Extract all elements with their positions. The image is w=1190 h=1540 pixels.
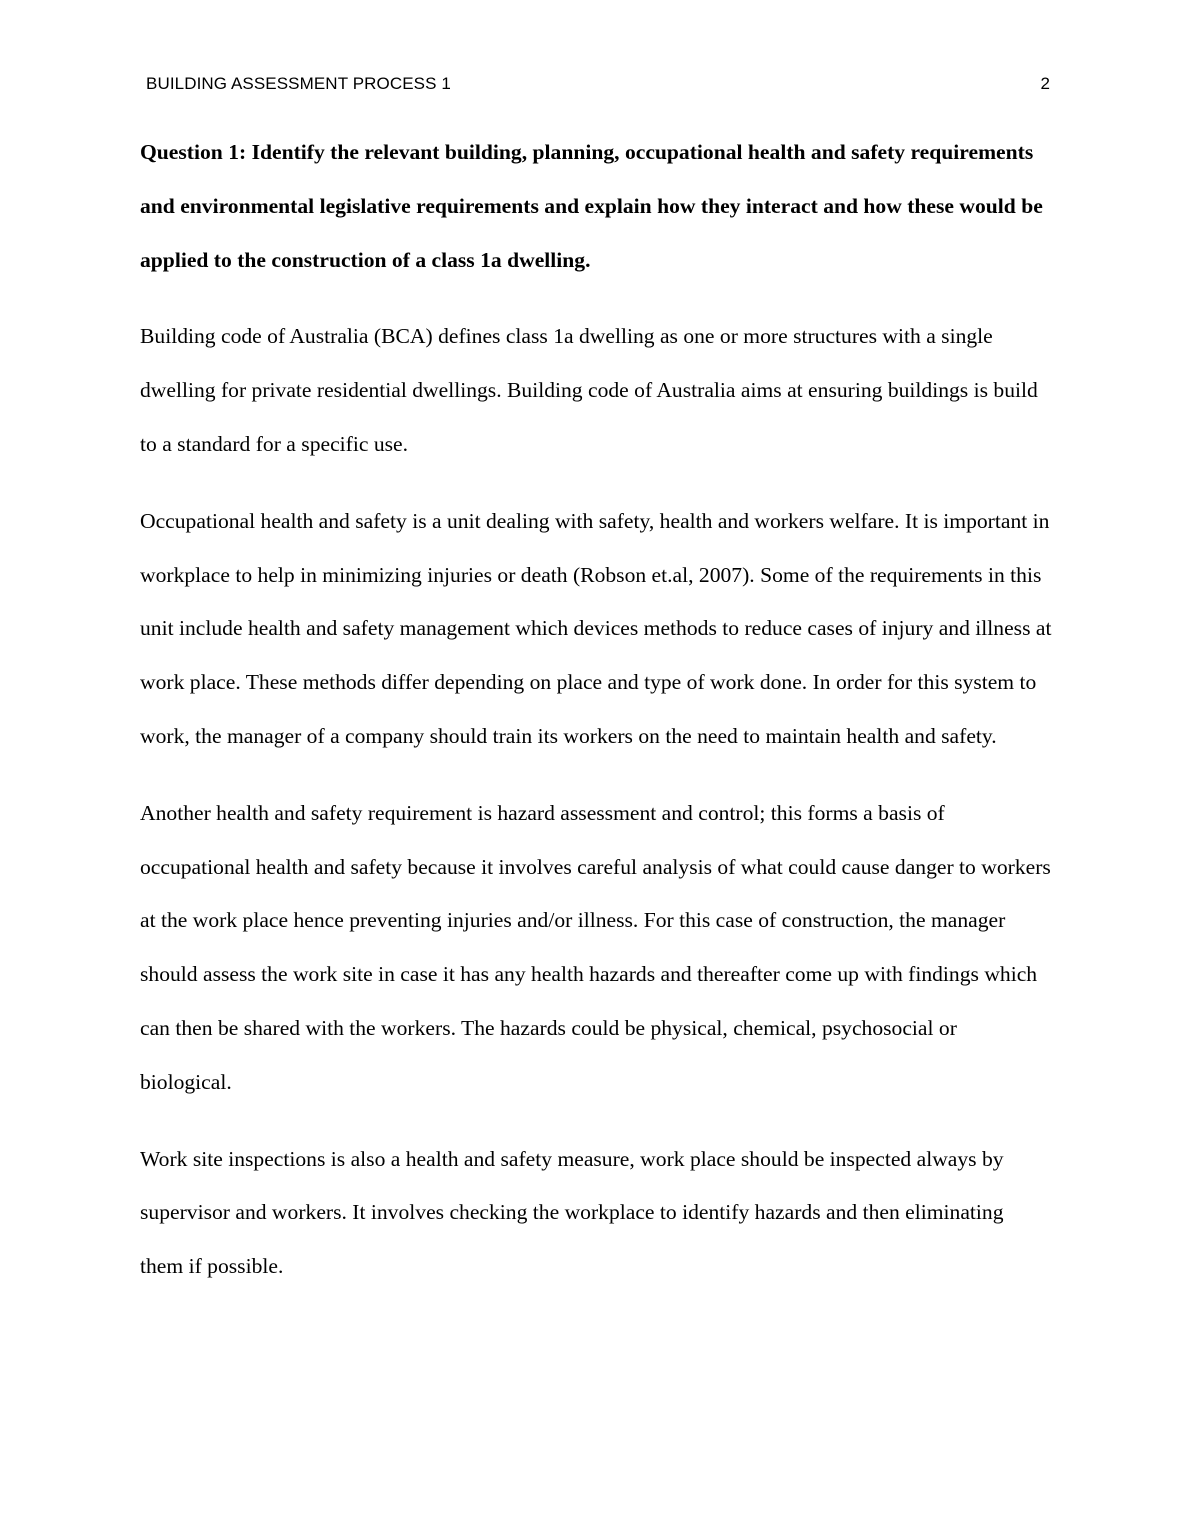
paragraph-ohs-overview: Occupational health and safety is a unit dealing with safety, health and workers welfare. It is important in workplace to help in minimizing injuries or death (Robson et.al, 2007). Some of the requirements in this unit include health and safety management which devices methods to reduce cases of injury and illness at work place. These methods differ depending on place and type of work done. In order for this system to work, the manager of a company should train its workers on the need to maintain health and safety. xyxy=(140,508,1052,748)
running-head: BUILDING ASSESSMENT PROCESS 1 xyxy=(146,74,451,93)
question-heading: Question 1: Identify the relevant building, planning, occupational health and safety requirements and environmental legislative requirements and explain how they interact and how these would be applied to the construction of a class 1a dwelling. xyxy=(140,140,1043,272)
paragraph-bca-definition: Building code of Australia (BCA) defines class 1a dwelling as one or more structures with a single dwelling for private residential dwellings. Building code of Australia aims at ensuring buildings is build to a standard for a specific use. xyxy=(140,324,1038,456)
page-number: 2 xyxy=(1040,74,1050,93)
paragraph-hazard-assessment: Another health and safety requirement is hazard assessment and control; this forms a basis of occupational health and safety because it involves careful analysis of what could cause danger to workers at the work place hence preventing injuries and/or illness. For this case of construction, the manager should assess the work site in case it has any health hazards and thereafter come up with findings which can then be shared with the workers. The hazards could be physical, chemical, psychosocial or biological. xyxy=(140,800,1051,1094)
paragraph-site-inspections: Work site inspections is also a health and safety measure, work place should be inspected always by supervisor and workers. It involves checking the workplace to identify hazards and then eliminating them if possible. xyxy=(140,1146,1004,1279)
document-body xyxy=(140,126,1052,1317)
